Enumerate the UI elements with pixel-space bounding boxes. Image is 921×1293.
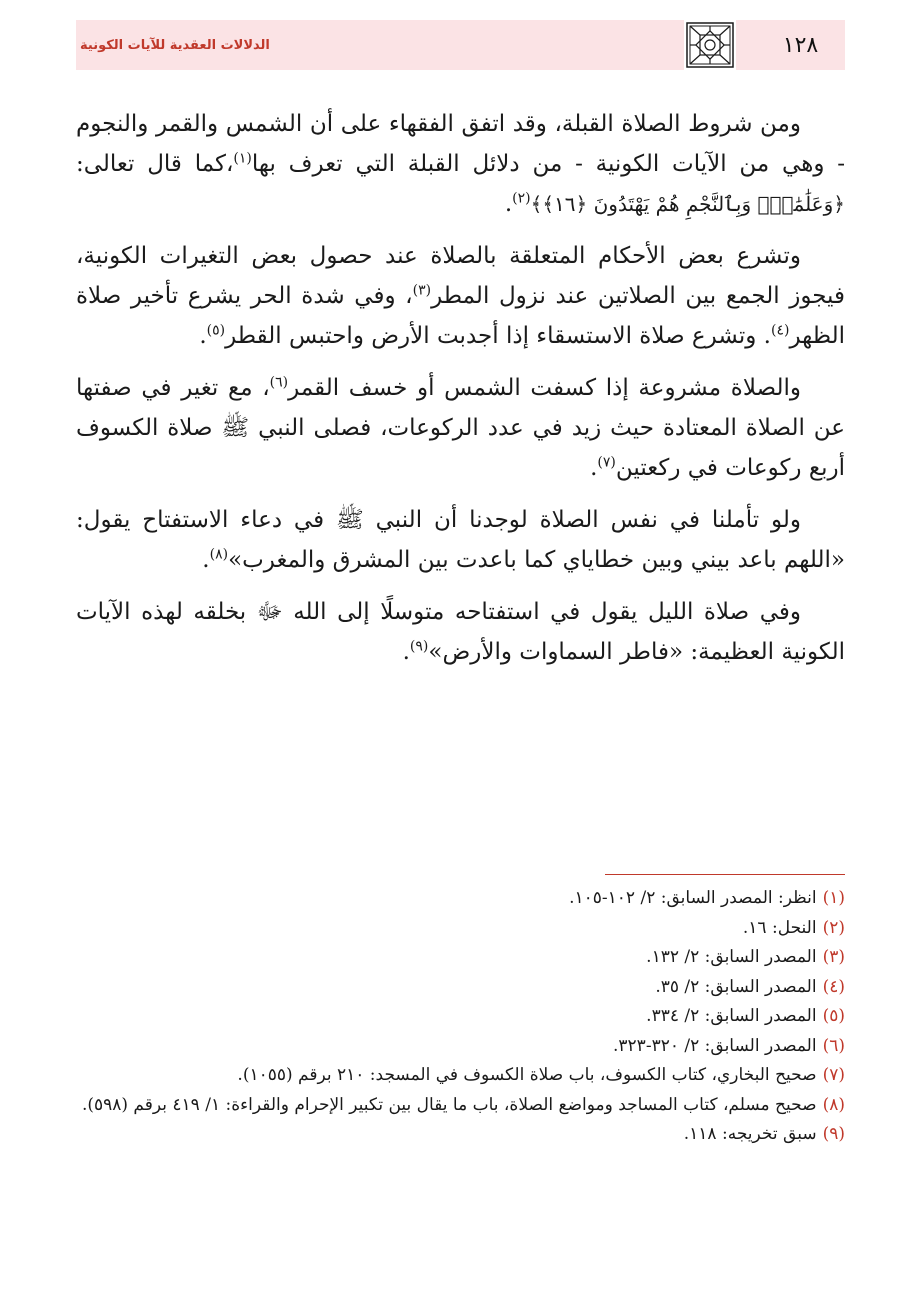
footnote-number[interactable]: (٢) <box>822 917 845 938</box>
ornament-emblem-svg <box>686 22 734 68</box>
footnote-ref[interactable]: (١) <box>233 150 252 167</box>
paragraph-text: . <box>202 547 210 573</box>
footnote-number[interactable]: (٥) <box>822 1006 845 1026</box>
footnote-item <box>76 1061 845 1091</box>
footnote-number[interactable]: (١) <box>822 888 845 908</box>
footnote-text: المصدر السابق: ٢/ ٣٣٤. <box>646 1006 817 1026</box>
footnote-item <box>76 1120 845 1150</box>
footnote-ref[interactable]: (٩) <box>409 638 429 655</box>
paragraph-text: وفي صلاة الليل يقول في استفتاحه متوسلًا إلى الله ﷻ بخلقه لهذه الآيات الكونية العظيمة: «فاطر السماوات والأرض» <box>76 599 845 665</box>
footnote-number[interactable]: (٨) <box>822 1094 845 1115</box>
footnote-ref[interactable]: (٨) <box>209 546 229 563</box>
paragraph-text: ، مع تغير في صفتها عن الصلاة المعتادة حيث زيد في عدد الركوعات، فصلى النبي ﷺ صلاة الكسوف أربع ركوعات في ركعتين <box>76 375 845 481</box>
footnote-number[interactable]: (٧) <box>822 1065 845 1085</box>
footnote-text: انظر: المصدر السابق: ٢/ ١٠٢-١٠٥. <box>569 888 817 908</box>
footnote-item <box>76 1032 845 1062</box>
footnote-ref[interactable]: (٢) <box>512 190 531 207</box>
footnote-number[interactable]: (٩) <box>822 1124 845 1144</box>
footnote-ref[interactable]: (٤) <box>770 322 790 339</box>
paragraph-text: . <box>504 191 513 217</box>
footnote-item <box>76 1002 845 1032</box>
page-number <box>756 20 845 70</box>
main-text <box>76 104 845 684</box>
footnote-item <box>76 884 845 914</box>
footnote-number[interactable]: (٣) <box>822 947 845 967</box>
footnote-ref[interactable]: (٥) <box>206 322 226 339</box>
footnote-number[interactable]: (٦) <box>822 1035 845 1056</box>
running-title-text: الدلالات العقدية للآيات الكونية <box>80 37 270 53</box>
paragraph-text: ومن شروط الصلاة القبلة، وقد اتفق الفقهاء على أن الشمس والقمر والنجوم - وهي من الآيات الكونية - من دلائل القبلة التي تعرف بها <box>76 111 845 177</box>
paragraph-text: . <box>402 639 410 665</box>
paragraph-text: ،كما قال تعالى: <box>76 151 234 177</box>
paragraph-text: . <box>199 323 207 349</box>
footnote-text: المصدر السابق: ٢/ ٣٢٠-٣٢٣. <box>613 1035 817 1056</box>
footnote-text: صحيح مسلم، كتاب المساجد ومواضع الصلاة، باب ما يقال بين تكبير الإحرام والقراءة: ١/ ٤١٩ برقم (٥٩٨). <box>81 1094 817 1115</box>
footnote-item <box>76 1091 845 1121</box>
footnote-item <box>76 943 845 973</box>
ornament-emblem-icon <box>684 20 736 70</box>
footnote-ref[interactable]: (٧) <box>597 454 616 471</box>
paragraph-text: والصلاة مشروعة إذا كسفت الشمس أو خسف القمر <box>288 375 801 401</box>
paragraph-night-prayer <box>76 592 845 672</box>
footnote-item <box>76 914 845 944</box>
paragraph-text: . وتشرع صلاة الاستسقاء إذا أجدبت الأرض واحتبس القطر <box>225 323 771 349</box>
footnote-item <box>76 973 845 1003</box>
paragraph-qibla <box>76 104 845 224</box>
paragraph-opening-supplication <box>76 500 845 580</box>
footnote-text: صحيح البخاري، كتاب الكسوف، باب صلاة الكسوف في المسجد: ٢١٠ برقم (١٠٥٥). <box>237 1065 817 1085</box>
paragraph-text: ، وفي شدة الحر يشرع تأخير صلاة الظهر <box>76 283 845 349</box>
footnote-text: سبق تخريجه: ١١٨. <box>683 1124 817 1144</box>
footnote-number[interactable]: (٤) <box>822 976 845 997</box>
paragraph-eclipse-prayer <box>76 368 845 488</box>
footnotes <box>76 884 845 1150</box>
running-title <box>76 20 340 70</box>
quran-verse: ﴿وَعَلَٰمَٰتٍۚ وَبِٱلنَّجْمِ هُمْ يَهْتَدُونَ ﴿١٦﴾﴾ <box>530 192 845 216</box>
page-number-text: ١٢٨ <box>782 32 819 58</box>
page-header <box>76 20 845 70</box>
footnote-ref[interactable]: (٣) <box>412 282 432 299</box>
paragraph-text: وتشرع بعض الأحكام المتعلقة بالصلاة عند حصول بعض التغيرات الكونية، فيجوز الجمع بين الصلاتين عند نزول المطر <box>76 243 845 309</box>
footnote-text: المصدر السابق: ٢/ ١٣٢. <box>646 947 817 967</box>
footnote-text: النحل: ١٦. <box>742 917 817 938</box>
paragraph-text: . <box>590 455 598 481</box>
paragraph-text: ولو تأملنا في نفس الصلاة لوجدنا أن النبي ﷺ في دعاء الاستفتاح يقول: «اللهم باعد بيني وبين خطاياي كما باعدت بين المشرق والمغرب» <box>76 507 845 573</box>
paragraph-weather-rulings <box>76 236 845 356</box>
footnote-ref[interactable]: (٦) <box>269 374 289 391</box>
footnote-text: المصدر السابق: ٢/ ٣٥. <box>655 976 817 997</box>
footnote-divider <box>605 874 845 875</box>
